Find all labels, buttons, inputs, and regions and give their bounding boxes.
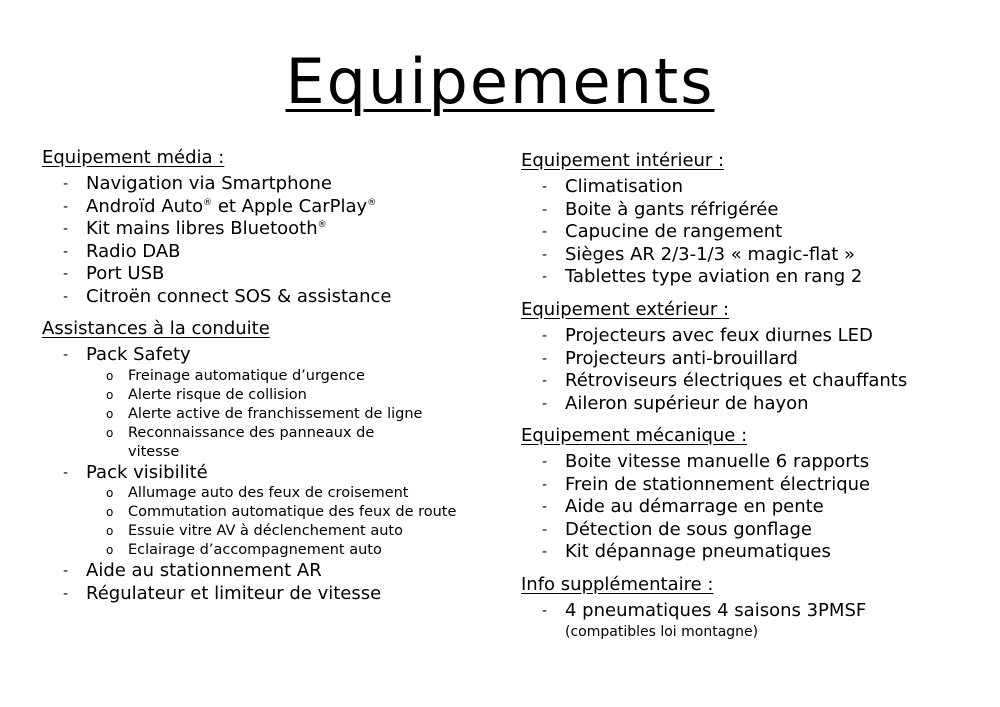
list-item: - Rétroviseurs électriques et chauffants [521,370,907,393]
section-heading: Equipement média : [42,147,225,168]
list-item: - Navigation via Smartphone [42,173,391,196]
list-item: - Climatisation [521,176,862,199]
sub-list-item: o Essuie vitre AV à déclenchement auto [86,522,468,541]
section-info [521,574,866,641]
list-item: - Citroën connect SOS & assistance [42,286,391,309]
sub-list-item: o Alerte risque de collision [86,386,468,405]
list-item: - Kit mains libres Bluetooth® [42,218,391,241]
list-item: - Aide au stationnement AR [42,560,468,583]
exterior-list [521,325,907,415]
list-item: - Port USB [42,263,391,286]
info-list [521,600,866,641]
list-item: - Sièges AR 2/3-1/3 « magic-flat » [521,244,862,267]
info-note: (compatibles loi montagne) [565,623,759,640]
sub-list-item: o Freinage automatique d’urgence [86,367,468,386]
list-item: - Boite à gants réfrigérée [521,199,862,222]
sub-list-item: o Reconnaissance des panneaux de vitesse [86,424,418,462]
section-heading: Equipement extérieur : [521,299,730,320]
section-heading: Info supplémentaire : [521,574,714,595]
media-list [42,173,391,308]
section-media [42,147,391,308]
list-item: - Boite vitesse manuelle 6 rapports [521,451,870,474]
section-exterior [521,299,907,415]
list-item: - Capucine de rangement [521,221,862,244]
pack-label: Pack visibilité [86,461,208,483]
sub-list-item: o Allumage auto des feux de croisement [86,484,468,503]
section-heading: Assistances à la conduite [42,318,270,339]
sub-list-item: o Commutation automatique des feux de route [86,503,468,522]
list-item: - Aileron supérieur de hayon [521,393,907,416]
list-item: - Détection de sous gonflage [521,519,870,542]
section-heading: Equipement intérieur : [521,150,725,171]
section-interior [521,150,862,289]
page-title: Equipements [285,45,715,118]
mechanical-list [521,451,870,564]
list-item [42,462,468,561]
list-item [521,600,866,641]
sub-list [86,484,468,560]
list-item: - Radio DAB [42,241,391,264]
list-item: - Aide au démarrage en pente [521,496,870,519]
list-item: - Androïd Auto® et Apple CarPlay® [42,196,391,219]
list-item: - Frein de stationnement électrique [521,474,870,497]
section-heading: Equipement mécanique : [521,425,748,446]
sub-list [86,367,468,462]
list-item: - Projecteurs anti-brouillard [521,348,907,371]
list-item: - Projecteurs avec feux diurnes LED [521,325,907,348]
list-item: - Régulateur et limiteur de vitesse [42,583,468,606]
list-item: - Tablettes type aviation en rang 2 [521,266,862,289]
list-item: - Kit dépannage pneumatiques [521,541,870,564]
assist-list [42,344,468,605]
section-mechanical [521,425,870,564]
sub-list-item: o Alerte active de franchissement de ligne [86,405,468,424]
interior-list [521,176,862,289]
info-item-text: 4 pneumatiques 4 saisons 3PMSF [565,600,867,621]
sub-list-item: o Eclairage d’accompagnement auto [86,541,468,560]
list-item [42,344,468,462]
pack-label: Pack Safety [86,344,191,365]
section-assistances [42,318,468,605]
